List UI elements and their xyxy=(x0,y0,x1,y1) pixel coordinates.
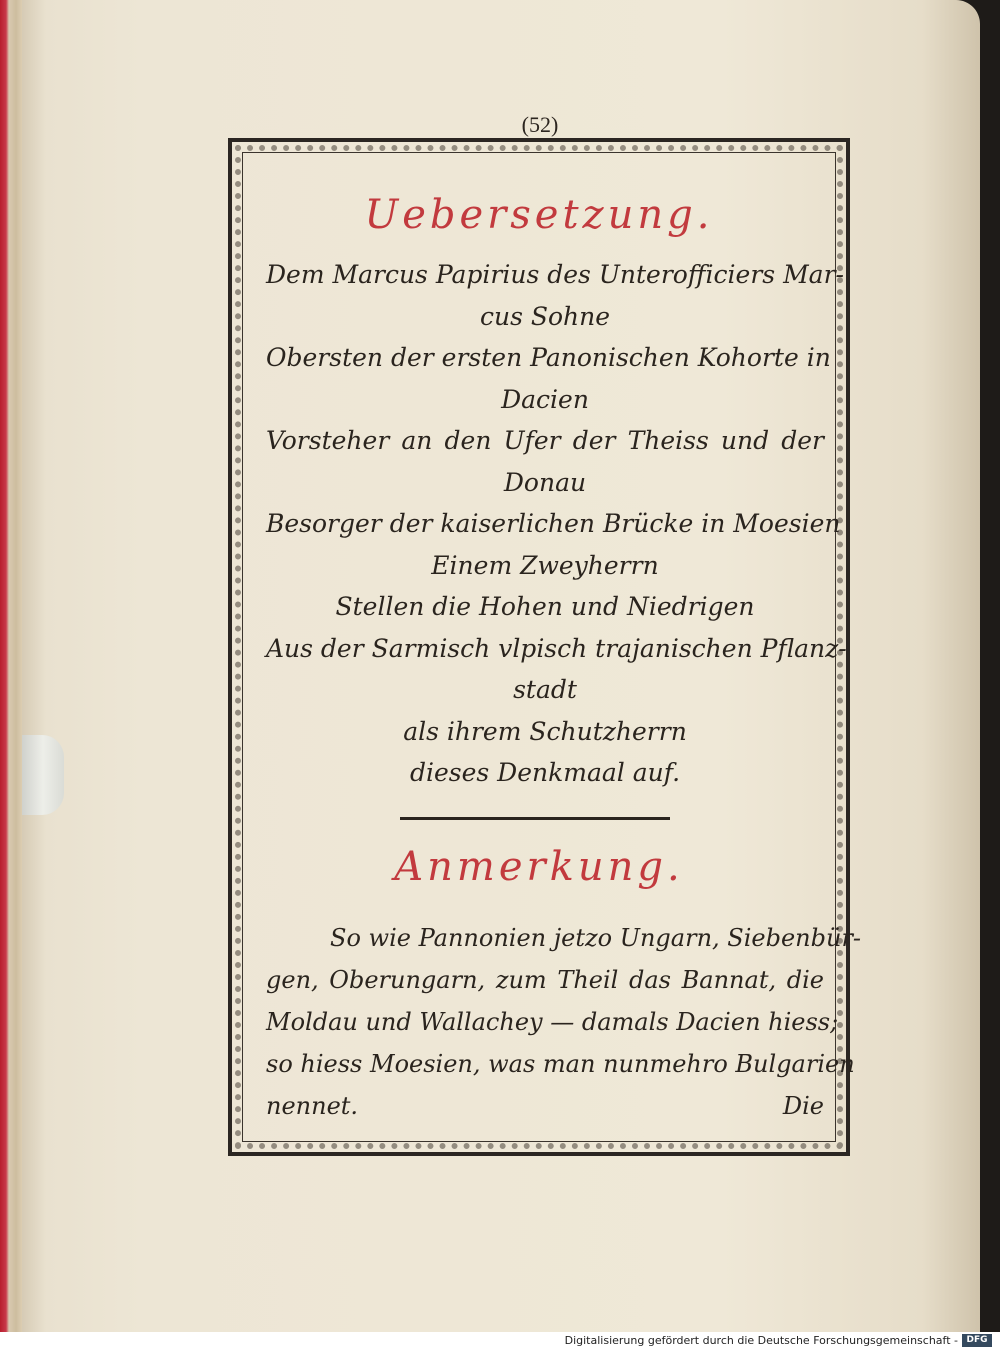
translation-line: Donau xyxy=(503,467,587,497)
translation-line: Stellen die Hohen und Niedrigen xyxy=(335,592,755,621)
section-divider xyxy=(400,817,670,820)
translation-line: Einem Zweyherrn xyxy=(431,550,659,580)
page-number: (52) xyxy=(521,112,559,137)
translation-line: Besorger der kaiserlichen Brücke in Moesien xyxy=(266,509,841,538)
page-tab xyxy=(22,735,64,815)
note-line: so hiess Moesien, was man nunmehro Bulgarien xyxy=(266,1050,855,1078)
note-heading: Anmerkung. xyxy=(394,844,684,890)
translation-text xyxy=(266,254,847,794)
note-line-last xyxy=(266,1085,824,1127)
footer-bar xyxy=(0,1332,1000,1350)
translation-heading: Uebersetzung. xyxy=(364,192,714,238)
translation-line: Aus der Sarmisch vlpisch trajanischen Pflanz- xyxy=(266,633,847,663)
translation-line: Vorsteher an den Ufer der Theiss und der xyxy=(266,426,824,455)
note-line: Moldau und Wallachey — damals Dacien hiess; xyxy=(266,1008,839,1036)
translation-line: cus Sohne xyxy=(479,301,611,331)
translation-line: Dacien xyxy=(501,384,589,414)
dfg-logo: DFG xyxy=(962,1334,992,1347)
ornamental-frame xyxy=(228,138,862,1156)
note-line: nennet. xyxy=(266,1092,359,1120)
translation-line: Obersten der ersten Panonischen Kohorte in xyxy=(266,343,831,372)
note-line: gen, Oberungarn, zum Theil das Bannat, die xyxy=(266,966,824,994)
book-page xyxy=(22,0,980,1332)
catchword: Die xyxy=(782,1092,824,1120)
translation-line: stadt xyxy=(513,675,577,704)
funding-credit: Digitalisierung gefördert durch die Deutsche Forschungsgemeinschaft - xyxy=(564,1334,958,1347)
note-text xyxy=(266,917,862,1127)
note-line: So wie Pannonien jetzo Ungarn, Siebenbür- xyxy=(330,924,862,952)
translation-line: dieses Denkmaal auf. xyxy=(409,758,681,787)
translation-line: Dem Marcus Papirius des Unterofficiers Mar- xyxy=(266,260,844,289)
translation-line: als ihrem Schutzherrn xyxy=(403,716,687,746)
